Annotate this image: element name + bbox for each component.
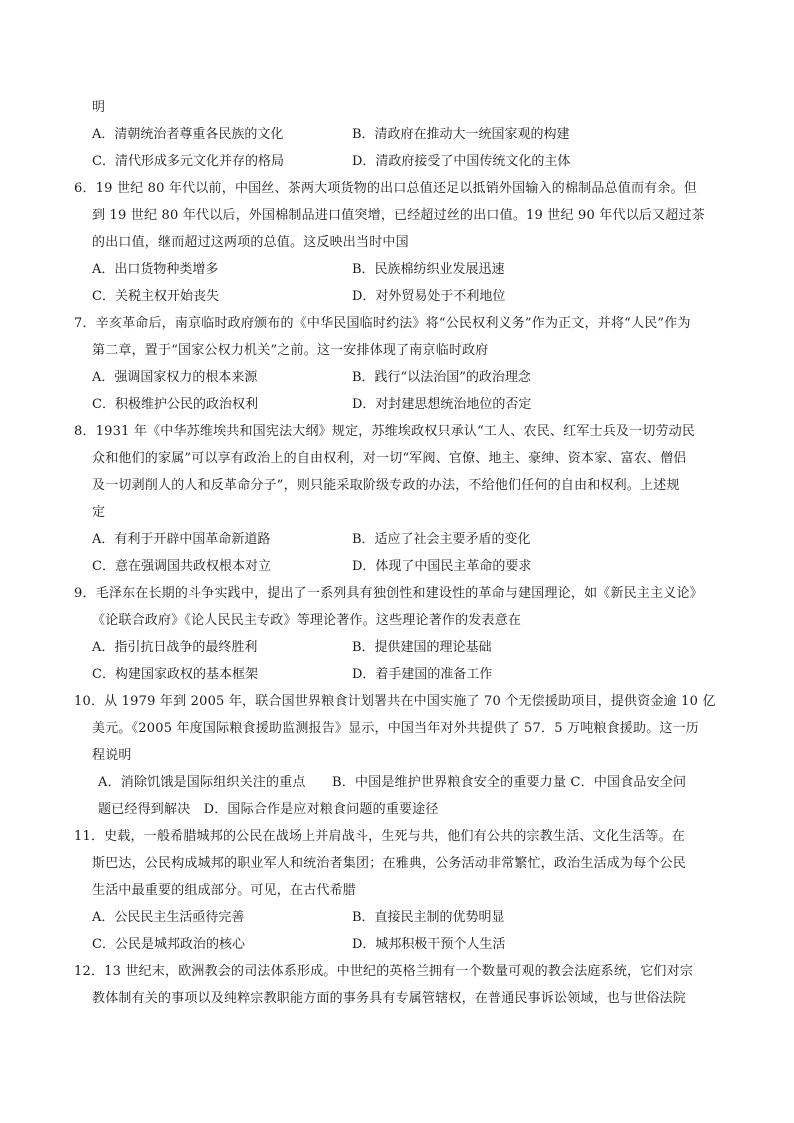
q6-stem-line-2: 到 19 世纪 80 年代以后，外国棉制品进口值突增，已经超过丝的出口值。19 世纪 90 年代以后又超过茶 xyxy=(92,208,705,223)
q7-option-a: A．强调国家权力的根本来源 xyxy=(92,370,258,385)
q8-stem-line-1: 8．1931 年《中华苏维埃共和国宪法大纲》规定，苏维埃政权只承认“工人、农民、红军士兵及一切劳动民 xyxy=(74,424,696,439)
q8-option-c: C．意在强调国共政权根本对立 xyxy=(92,559,271,574)
q8-stem-line-2: 众和他们的家属”可以享有政治上的自由权利，对一切“军阀、官僚、地主、豪绅、资本家、富农、僧侣 xyxy=(92,451,687,466)
q9-stem-line-1: 9．毛泽东在长期的斗争实践中，提出了一系列具有独创性和建设性的革命与建国理论，如《新民主主义论》 xyxy=(74,586,703,601)
q11-option-b: B．直接民主制的优势明显 xyxy=(352,910,505,925)
q10-options-line-1: A．消除饥饿是国际组织关注的重点 B．中国是维护世界粮食安全的重要力量 C．中国食品安全问 xyxy=(98,775,687,790)
q11-stem-line-2: 斯巴达，公民构成城邦的职业军人和统治者集团；在雅典，公务活动非常繁忙，政治生活成为每个公民 xyxy=(92,856,687,871)
q10-stem-line-3: 程说明 xyxy=(92,748,132,763)
q11-stem-line-1: 11．史载，一般希腊城邦的公民在战场上并肩战斗，生死与共，他们有公共的宗教生活、文化生活等。在 xyxy=(74,829,685,844)
q11-option-d: D．城邦积极干预个人生活 xyxy=(352,937,506,952)
q9-option-a: A．指引抗日战争的最终胜利 xyxy=(92,640,258,655)
q9-option-d: D．着手建国的准备工作 xyxy=(352,667,493,682)
q9-option-b: B．提供建国的理论基础 xyxy=(352,640,492,655)
q6-stem-line-3: 的出口值，继而超过这两项的总值。这反映出当时中国 xyxy=(92,235,409,250)
q11-stem-line-3: 生活中最重要的组成部分。可见，在古代希腊 xyxy=(92,883,357,898)
q11-option-a: A．公民民主生活亟待完善 xyxy=(92,910,245,925)
q11-option-c: C．公民是城邦政治的核心 xyxy=(92,937,245,952)
q6-stem-line-1: 6．19 世纪 80 年代以前，中国丝、茶两大项货物的出口总值还足以抵销外国输入的棉制品总值而有余。但 xyxy=(74,181,697,196)
q10-stem-line-2: 美元。《2005 年度国际粮食援助监测报告》显示，中国当年对外共提供了 57．5 万吨粮食援助。这一历 xyxy=(92,721,699,736)
q8-stem-line-4: 定 xyxy=(92,505,106,520)
q6-option-a: A．出口货物种类增多 xyxy=(92,262,219,277)
q7-option-b: B．践行“以法治国”的政治理念 xyxy=(352,370,531,385)
q5-option-a: A．清朝统治者尊重各民族的文化 xyxy=(92,127,284,142)
q5-option-c: C．清代形成多元文化并存的格局 xyxy=(92,154,284,169)
q7-stem-line-1: 7．辛亥革命后，南京临时政府颁布的《中华民国临时约法》将“公民权利义务”作为正文，并将“人民”作为 xyxy=(74,316,691,331)
q5-option-b: B．清政府在推动大一统国家观的构建 xyxy=(352,127,570,142)
q9-stem-line-2: 《论联合政府》《论人民民主专政》等理论著作。这些理论著作的发表意在 xyxy=(92,613,522,628)
q6-option-b: B．民族棉纺织业发展迅速 xyxy=(352,262,505,277)
q6-option-c: C．关税主权开始丧失 xyxy=(92,289,219,304)
q10-options-line-2: 题已经得到解决 D．国际合作是应对粮食问题的重要途径 xyxy=(98,802,439,817)
q10-stem-line-1: 10．从 1979 年到 2005 年，联合国世界粮食计划署共在中国实施了 70 个无偿援助项目，提供资金逾 10 亿 xyxy=(74,694,716,709)
q7-option-c: C．积极维护公民的政治权利 xyxy=(92,397,258,412)
q12-stem-line-2: 教体制有关的事项以及纯粹宗教职能方面的事务具有专属管辖权，在普通民事诉讼领域，也与世俗法院 xyxy=(92,991,687,1006)
q6-option-d: D．对外贸易处于不利地位 xyxy=(352,289,506,304)
q5-option-d: D．清政府接受了中国传统文化的主体 xyxy=(352,154,571,169)
q7-stem-line-2: 第二章，置于“国家公权力机关”之前。这一安排体现了南京临时政府 xyxy=(92,343,489,358)
q7-option-d: D．对封建思想统治地位的否定 xyxy=(352,397,532,412)
q8-stem-line-3: 及一切剥削人的人和反革命分子”，则只能采取阶级专政的办法，不给他们任何的自由和权利。上述规 xyxy=(92,478,680,493)
previous-question-tail: 明 xyxy=(92,100,106,115)
q12-stem-line-1: 12．13 世纪末，欧洲教会的司法体系形成。中世纪的英格兰拥有一个数量可观的教会法庭系统，它们对宗 xyxy=(74,964,694,979)
q8-option-a: A．有利于开辟中国革命新道路 xyxy=(92,532,271,547)
q8-option-d: D．体现了中国民主革命的要求 xyxy=(352,559,532,574)
q8-option-b: B．适应了社会主要矛盾的变化 xyxy=(352,532,531,547)
q9-option-c: C．构建国家政权的基本框架 xyxy=(92,667,258,682)
